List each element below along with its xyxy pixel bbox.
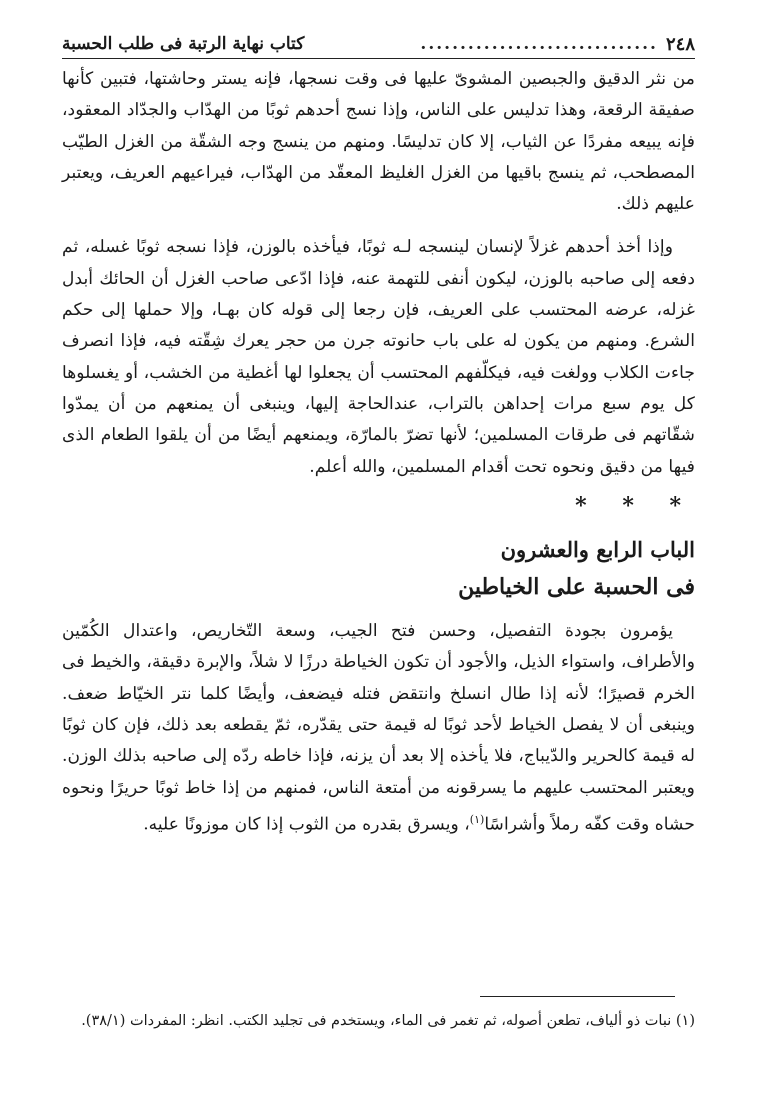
paragraph-3-text-b: ، ويسرق بقدره من الثوب إذا كان موزونًا عليه. <box>143 814 470 835</box>
page-number: ٢٤٨ <box>665 33 695 55</box>
footnote: (١) نبات ذو ألياف، تطعن أصوله، ثم تغمر فى الماء، ويستخدم فى تجليد الكتب. انظر: المفردات (٣٨/١). <box>81 1013 695 1029</box>
paragraph-3-text-a: يؤمرون بجودة التفصيل، وحسن فتح الجيب، وسعة التّخاريص، واعتدال الكُمّين والأطراف، واستواء الذيل، والأجود أن تكون الخياطة درزًا لا شلاً، والإبرة دقيقة، والخيط فى الخرم قصيرًا؛ لأنه إذا طال انسلخ وانتقض فتله فيضعف، وأيضًا كلما نتر الخيّاط ضعف. وينبغى أن لا يفصل الخياط لأحد ثوبًا له قيمة حتى يقدّره، ثمّ يقطعه بعد ذلك، فإن كان ثوبًا له قيمة كالحرير والدّيباج، فلا يأخذه إلا بعد أن يزنه، فإذا خاطه ردّه إلى صاحبه بذلك الوزن. ويعتبر المحتسب عليهم ما يسرقونه من أمتعة الناس، فمنهم من إذا خاط ثوبًا حريرًا ونحوه حشاه وقت كفّه رملاً وأشراسًا <box>62 621 695 835</box>
footnote-reference[interactable]: (١) <box>469 812 485 826</box>
paragraph-3 <box>62 616 695 841</box>
section-separator: * * * <box>575 492 695 519</box>
chapter-title: الباب الرابع والعشرون <box>500 537 695 563</box>
chapter-subtitle: فى الحسبة على الخياطين <box>458 574 695 601</box>
main-text <box>62 64 695 841</box>
running-header <box>62 30 695 59</box>
footnote-divider <box>480 996 675 997</box>
paragraph-1: من نثر الدقيق والجبصين المشوىّ عليها فى وقت نسجها، فإنه يستر وحاشتها، فتبين كأنها صفيقة الرقعة، وهذا تدليس على الناس، وإذا نسج أحدهم ثوبًا من الهدّاب والجدّاد المعقود، فإنه يبيعه مفردًا عن الثياب، إلا كان تدليسًا. ومنهم من ينسج وجه الشقّة من الغزل الطيّب المصطحب، ثم ينسج باقيها من الغزل الغليظ المعقّد من الهدّاب، فيراعيهم العريف، ويعتبر عليهم ذلك. <box>62 69 695 215</box>
book-title: كتاب نهاية الرتبة فى طلب الحسبة <box>62 34 305 54</box>
paragraph-2: وإذا أخذ أحدهم غزلاً لإنسان لينسجه لـه ثوبًا، فيأخذه بالوزن، فإذا نسجه ثوبًا غسله، ثم دفعه إلى صاحبه بالوزن، ليكون أنفى للتهمة عنه، فإذا ادّعى صاحب الغزل أن الحائك أبدل غزله، عرضه المحتسب على العريف، فإن رجعا إلى قوله كان بهـا، وإلا حملها إلى حكم الشرع. ومنهم من يكون له على باب حانوته جرن من حجر يعرك شِقّته فيه، فإذا انصرف جاءت الكلاب وولغت فيه، فيكلّفهم المحتسب أن يجعلوا لها أغطية من الخشب، أو يغسلوها كل يوم سبع مرات إحداهن بالتراب، عندالحاجة إليها، وينبغى أن يمنعهم من أن يمدّوا شقّاتهم فى طرقات المسلمين؛ لأنها تضرّ بالمارّة، ويمنعهم أيضًا من أن يلقوا الطعام الذى فيها من دقيق ونحوه تحت أقدام المسلمين، والله أعلم. <box>62 237 695 477</box>
header-leader-dots: .............................. <box>420 34 658 54</box>
